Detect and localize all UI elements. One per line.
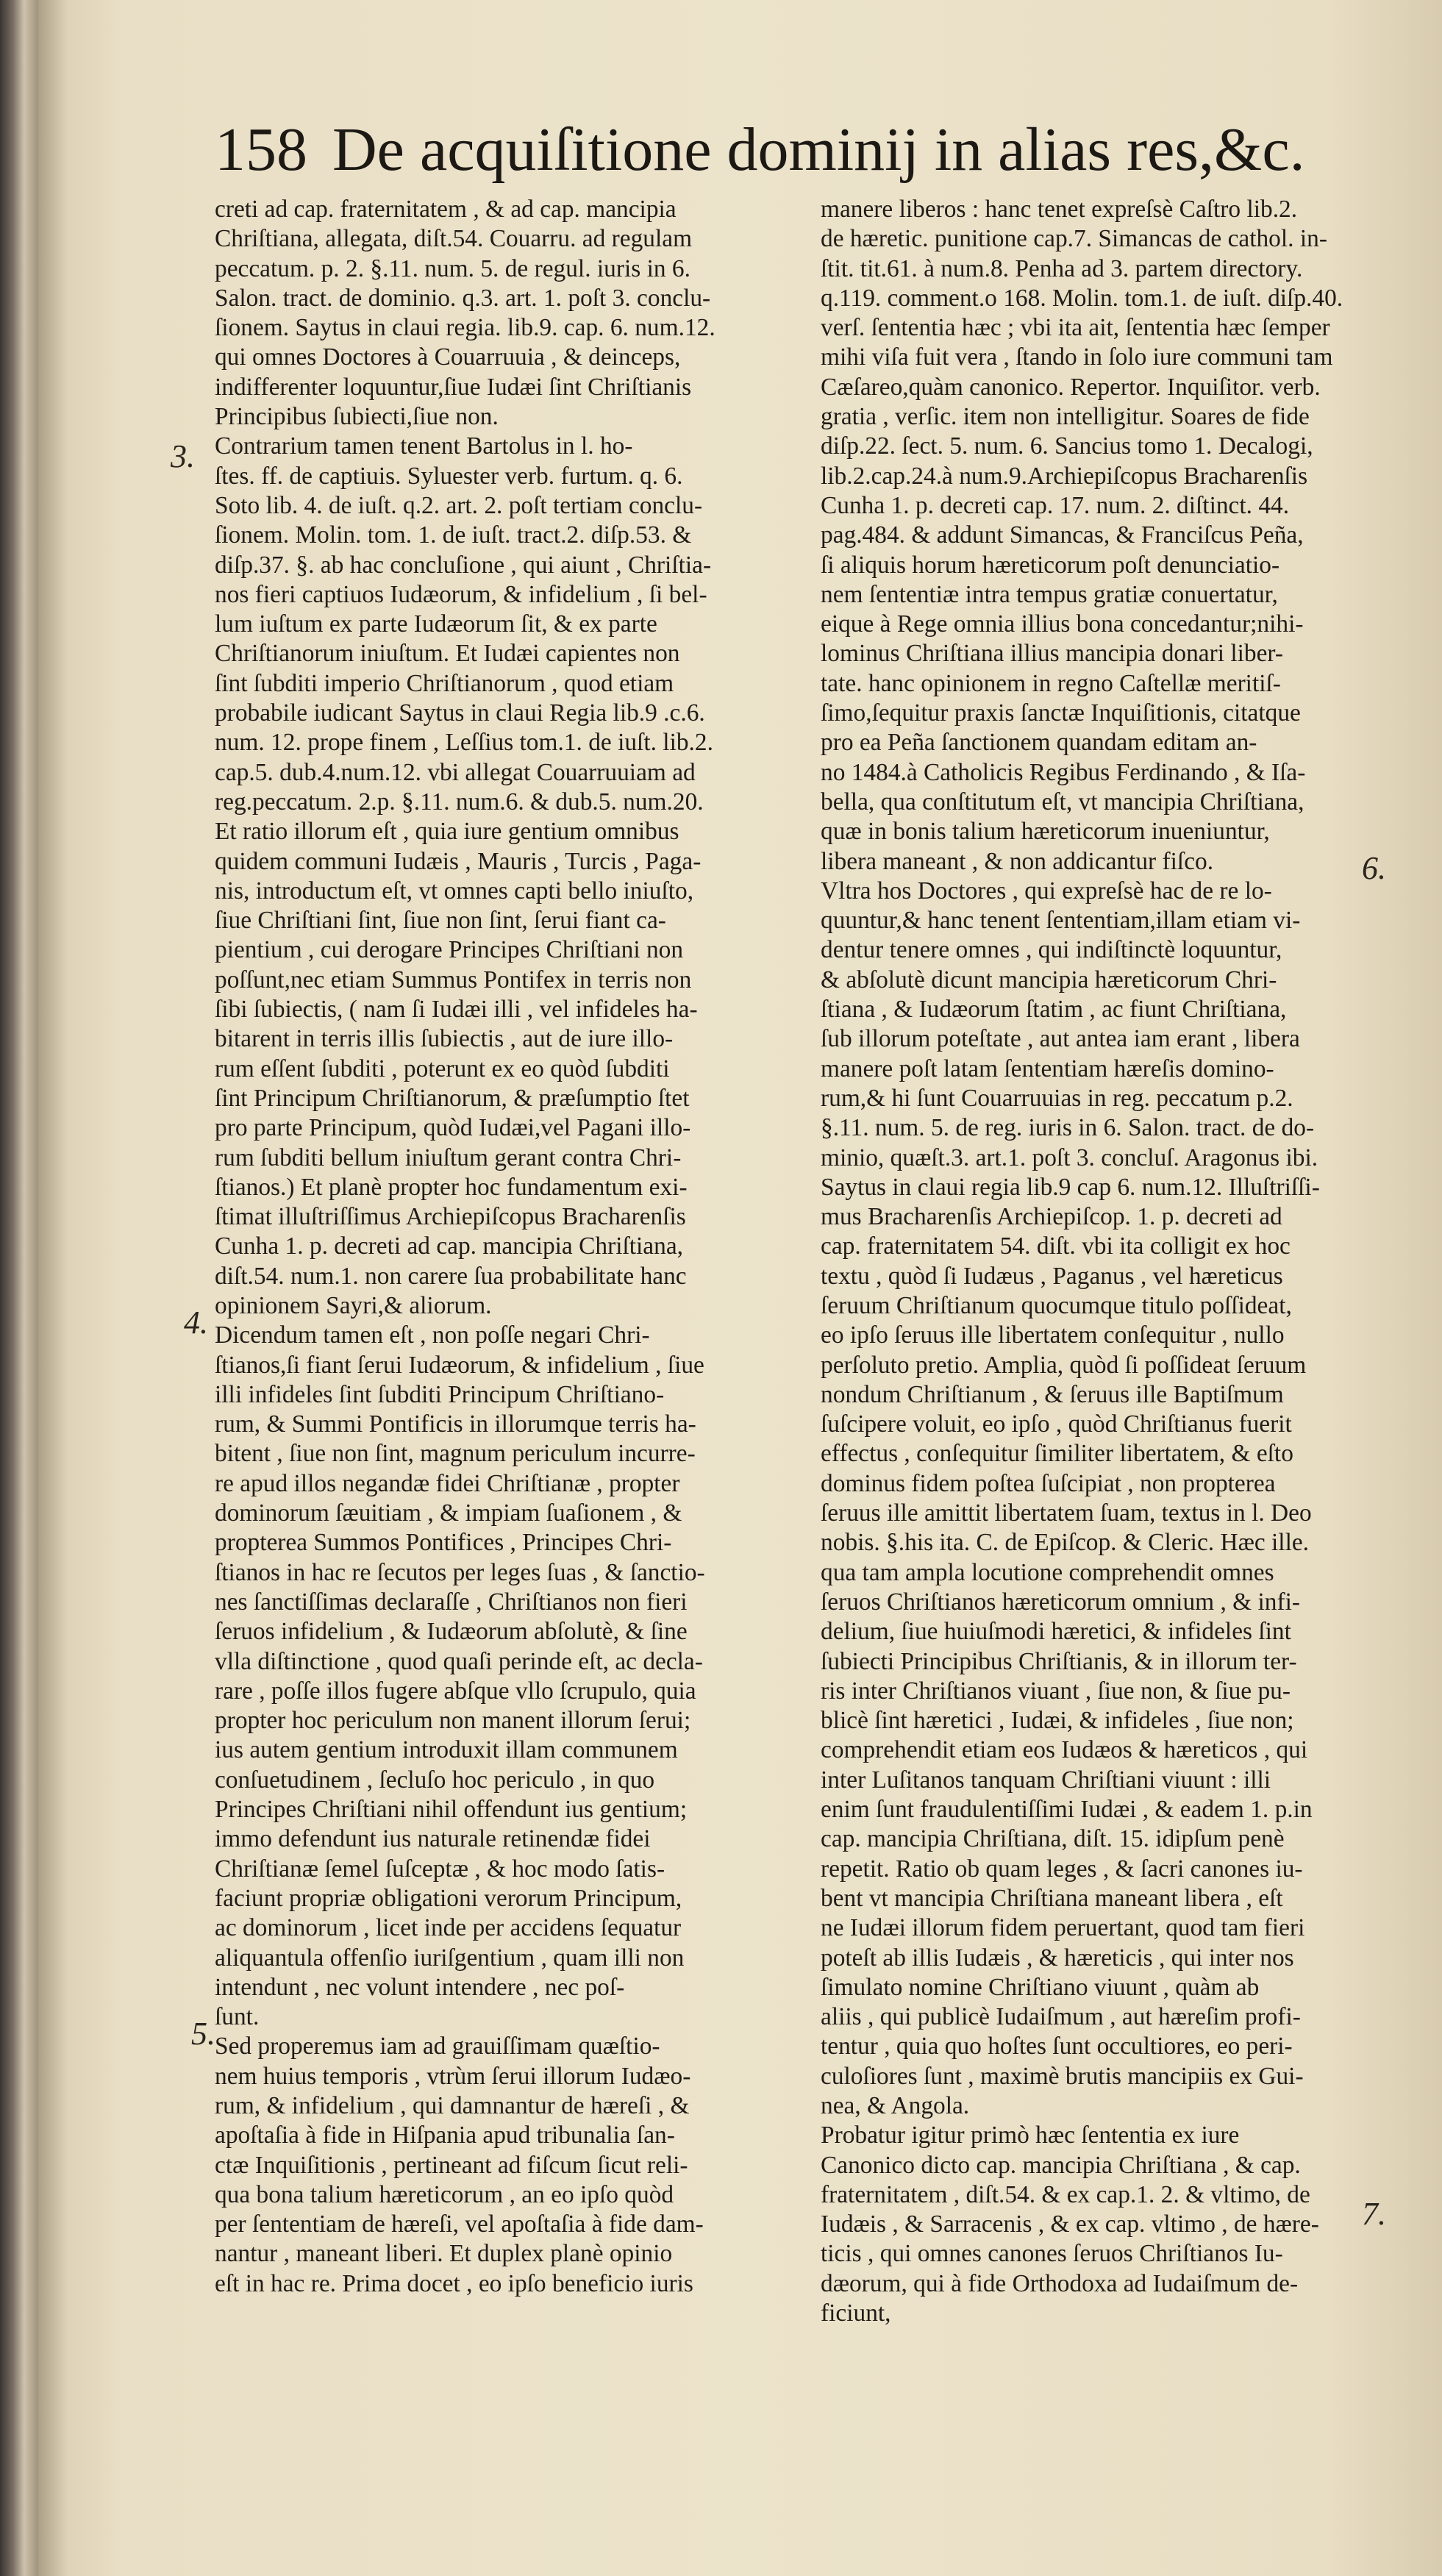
running-title: De acquiſitione dominij in alias res,&c. <box>332 115 1305 184</box>
left-column-line: diſp.37. §. ab hac concluſione , qui aiunt , Chriſtia- <box>215 551 712 579</box>
right-column-line: ſimulato nomine Chriſtiano viuunt , quàm ab <box>821 1973 1260 2001</box>
right-column-line: Iudæis , & Sarracenis , & ex cap. vltimo , de hære- <box>821 2211 1319 2238</box>
right-column-line: nondum Chriſtianum , & ſeruus ille Baptiſmum <box>821 1380 1284 1408</box>
left-column-line: nis, introductum eſt, vt omnes capti bello iniuſto, <box>215 877 694 905</box>
left-column-line: bitent , ſiue non ſint, magnum periculum incurre- <box>215 1440 696 1468</box>
right-column-line: mus Bracharenſis Archiepiſcop. 1. p. decreti ad <box>821 1203 1282 1231</box>
right-column-line: cap. fraternitatem 54. diſt. vbi ita colligit ex hoc <box>821 1232 1291 1260</box>
left-column-line: illi infideles ſint ſubditi Principum Chriſtiano- <box>215 1380 665 1408</box>
left-column-line: nantur , maneant liberi. Et duplex planè opinio <box>215 2240 673 2268</box>
left-column-line: creti ad cap. fraternitatem , & ad cap. mancipia <box>215 196 677 223</box>
left-column-line: ſionem. Saytus in claui regia. lib.9. cap. 6. num.12. <box>215 314 715 342</box>
right-column-line: bent vt mancipia Chriſtiana maneant libera , eſt <box>821 1884 1283 1912</box>
right-column-line: nobis. §.his ita. C. de Epiſcop. & Cleric. Hæc ille. <box>821 1529 1310 1557</box>
right-column-line: ticis , qui omnes canones ſeruos Chriſtianos Iu- <box>821 2240 1283 2268</box>
right-column-line: gratia , verſic. item non intelligitur. Soares de fide <box>821 403 1310 431</box>
left-column-line: num. 12. prope finem , Leſſius tom.1. de iuſt. lib.2. <box>215 729 713 757</box>
right-column-line: Saytus in claui regia lib.9 cap 6. num.12. Illuſtriſſi- <box>821 1173 1320 1201</box>
left-column-line: poſſunt,nec etiam Summus Pontifex in terris non <box>215 966 692 993</box>
right-column-line: manere poſt latam ſententiam hæreſis domino- <box>821 1055 1274 1082</box>
left-column-line: lum iuſtum ex parte Iudæorum ſit, & ex parte <box>215 610 657 638</box>
right-column-line: aliis , qui publicè Iudaiſmum , aut hæreſim profi- <box>821 2003 1301 2031</box>
margin-number-6: 6. <box>1362 850 1386 886</box>
right-column-line: pag.484. & addunt Simancas, & Franciſcus Peña, <box>821 521 1304 549</box>
left-column-line: ſionem. Molin. tom. 1. de iuſt. tract.2. diſp.53. & <box>215 521 692 549</box>
left-column-line: bitarent in terris illis ſubiectis , aut de iure illo- <box>215 1025 674 1053</box>
right-column-line: lominus Chriſtiana illius mancipia donari liber- <box>821 640 1283 668</box>
left-column-line: indifferenter loquuntur,ſiue Iudæi ſint Chriſtianis <box>215 373 692 401</box>
right-column-line: effectus , conſequitur ſimiliter libertatem, & eſto <box>821 1440 1293 1468</box>
book-binding <box>0 0 44 2576</box>
right-column-line: Vltra hos Doctores , qui expreſsè hac de re lo- <box>821 877 1272 905</box>
right-column-line: ſtit. tit.61. à num.8. Penha ad 3. partem directory. <box>821 254 1303 282</box>
right-column-line: no 1484.à Catholicis Regibus Ferdinando , & Iſa- <box>821 758 1306 786</box>
left-column-line: Soto lib. 4. de iuſt. q.2. art. 2. poſt tertiam conclu- <box>215 491 703 519</box>
right-column-line: Canonico dicto cap. mancipia Chriſtiana , & cap. <box>821 2151 1301 2179</box>
left-column-line: ſint Principum Chriſtianorum, & præſumptio ſtet <box>215 1084 690 1112</box>
right-column-line: manere liberos : hanc tenet expreſsè Caſtro lib.2. <box>821 196 1298 223</box>
left-column-line: Et ratio illorum eſt , quia iure gentium omnibus <box>215 818 679 846</box>
left-column-line: ctæ Inquiſitionis , pertineant ad fiſcum ſicut reli- <box>215 2151 688 2179</box>
page-header <box>215 107 1391 195</box>
right-column-line: inter Luſitanos tanquam Chriſtiani viuunt : illi <box>821 1766 1271 1794</box>
right-column-line: ris inter Chriſtianos viuant , ſiue non, & ſiue pu- <box>821 1677 1291 1705</box>
right-column-line: blicè ſint hæretici , Iudæi, & infideles , ſiue non; <box>821 1707 1294 1735</box>
left-column-line: ſeruos infidelium , & Iudæorum abſolutè, & ſine <box>215 1618 688 1646</box>
left-column-line: Chriſtianæ ſemel ſuſceptæ , & hoc modo ſatis- <box>215 1855 665 1883</box>
left-column-line: ſtianos,ſi fiant ſerui Iudæorum, & infidelium , ſiue <box>215 1351 704 1379</box>
right-column-line: bella, qua conſtitutum eſt, vt mancipia Chriſtiana, <box>821 788 1304 816</box>
right-column-line: qua tam ampla locutione comprehendit omnes <box>821 1558 1274 1586</box>
left-column-line: rum, & infidelium , qui damnantur de hæreſi , & <box>215 2092 690 2119</box>
left-column-line: nes ſanctiſſimas declaraſſe , Chriſtianos non fieri <box>215 1588 688 1616</box>
left-column-line: faciunt propriæ obligationi verorum Principum, <box>215 1884 682 1912</box>
right-column-line: verſ. ſententia hæc ; vbi ita ait, ſententia hæc ſemper <box>821 314 1330 342</box>
right-column-line: ſtiana , & Iudæorum ſtatim , ac fiunt Chriſtiana, <box>821 996 1287 1024</box>
left-column-line: ſtianos in hac re ſecutos per leges ſuas , & ſanctio- <box>215 1558 705 1586</box>
right-column-line: ſeruos Chriſtianos hæreticorum omnium , & infi- <box>821 1588 1300 1616</box>
left-column-line: per ſententiam de hæreſi, vel apoſtaſia à fide dam- <box>215 2211 704 2238</box>
left-column-line: aliquantula offenſio iuriſgentium , quam illi non <box>215 1944 685 1972</box>
left-column-line: opinionem Sayri,& aliorum. <box>215 1291 492 1319</box>
left-column-line: ſint ſubditi imperio Chriſtianorum , quod etiam <box>215 669 674 697</box>
left-column-line: rum ſubditi bellum iniuſtum gerant contra Chri- <box>215 1143 682 1171</box>
left-column-line: Cunha 1. p. decreti ad cap. mancipia Chriſtiana, <box>215 1232 683 1260</box>
margin-number-7: 7. <box>1362 2196 1386 2232</box>
left-column-line: ſtimat illuſtriſſimus Archiepiſcopus Bracharenſis <box>215 1203 686 1231</box>
left-column-line: pro parte Principum, quòd Iudæi,vel Pagani illo- <box>215 1114 691 1142</box>
book-page <box>38 0 1442 2576</box>
right-column-line: lib.2.cap.24.à num.9.Archiepiſcopus Bracharenſis <box>821 462 1308 490</box>
left-column-line: immo defendunt ius naturale retinendæ fidei <box>215 1825 651 1853</box>
right-column-line: quuntur,& hanc tenent ſententiam,illam etiam vi- <box>821 907 1301 935</box>
left-column-line: conſuetudinem , ſecluſo hoc periculo , in quo <box>215 1766 655 1794</box>
right-column-line: dominus fidem poſtea ſuſcipiat , non propterea <box>821 1469 1276 1497</box>
right-column-line: minio, quæſt.3. art.1. poſt 3. concluſ. Aragonus ibi. <box>821 1143 1318 1171</box>
left-column-line: ac dominorum , licet inde per accidens ſequatur <box>215 1914 682 1942</box>
left-column-line: ſunt. <box>215 2003 260 2031</box>
left-column-line: ſtianos.) Et planè propter hoc fundamentum exi- <box>215 1173 688 1201</box>
left-column-line: intendunt , nec volunt intendere , nec poſ- <box>215 1973 625 2001</box>
left-column <box>215 195 812 2299</box>
left-column-line: nem huius temporis , vtrùm ſerui illorum Iudæo- <box>215 2062 691 2090</box>
left-column-line: propterea Summos Pontifices , Principes Chri- <box>215 1529 672 1557</box>
right-column-line: rum,& hi ſunt Couarruuias in reg. peccatum p.2. <box>821 1084 1293 1112</box>
right-column-line: delium, ſiue huiuſmodi hæretici, & infideles ſint <box>821 1618 1291 1646</box>
left-column-line: Principes Chriſtiani nihil offendunt ius gentium; <box>215 1796 688 1824</box>
left-column-line: propter hoc periculum non manent illorum ſerui; <box>215 1707 691 1735</box>
right-column-line: eique à Rege omnia illius bona concedantur;nihi- <box>821 610 1304 638</box>
right-column-line: diſp.22. ſect. 5. num. 6. Sancius tomo 1. Decalogi, <box>821 432 1313 460</box>
left-column-line: reg.peccatum. 2.p. §.11. num.6. & dub.5. num.20. <box>215 788 704 816</box>
left-column-line: pientium , cui derogare Principes Chriſtiani non <box>215 936 684 964</box>
right-column-line: nea, & Angola. <box>821 2092 970 2119</box>
right-column-line: nem ſententiæ intra tempus gratiæ conuertatur, <box>821 580 1278 608</box>
left-column-line: rum eſſent ſubditi , poterunt ex eo quòd ſubditi <box>215 1055 670 1082</box>
right-column-line: ſeruum Chriſtianum quocumque titulo poſſideat, <box>821 1291 1292 1319</box>
right-column-line: ſimo,ſequitur praxis ſanctæ Inquiſitionis, citatque <box>821 699 1301 727</box>
right-column-line: libera maneant , & non addicantur fiſco. <box>821 847 1214 875</box>
right-column-line: q.119. comment.o 168. Molin. tom.1. de iuſt. diſp.40. <box>821 284 1343 312</box>
right-column-line: tentur , quia quo hoſtes ſunt occultiores, eo peri- <box>821 2033 1293 2061</box>
right-column-line: quæ in bonis talium hæreticorum inueniuntur, <box>821 818 1270 846</box>
right-column-line: mihi viſa fuit vera , ſtando in ſolo iure communi tam <box>821 343 1333 371</box>
left-column-line: qua bona talium hæreticorum , an eo ipſo quòd <box>215 2180 674 2208</box>
right-column-line: ſub illorum poteſtate , aut antea iam erant , libera <box>821 1025 1300 1053</box>
right-column-line: ſubiecti Principibus Chriſtianis, & in illorum ter- <box>821 1647 1297 1675</box>
left-column-line: eſt in hac re. Prima docet , eo ipſo beneficio iuris <box>215 2269 693 2297</box>
page-number: 158 <box>215 115 307 184</box>
left-column-line: ſibi ſubiectis, ( nam ſi Iudæi illi , vel infideles ha- <box>215 996 698 1024</box>
right-column-line: fraternitatem , diſt.54. & ex cap.1. 2. & vltimo, de <box>821 2180 1310 2208</box>
right-column-line: de hæretic. punitione cap.7. Simancas de cathol. in- <box>821 225 1327 253</box>
right-column-line: textu , quòd ſi Iudæus , Paganus , vel hæreticus <box>821 1262 1283 1290</box>
left-column-line: cap.5. dub.4.num.12. vbi allegat Couarruuiam ad <box>215 758 696 786</box>
left-column-line: Principibus ſubiecti,ſiue non. <box>215 403 499 431</box>
left-column-line: Salon. tract. de dominio. q.3. art. 1. poſt 3. conclu- <box>215 284 711 312</box>
right-column-line: culoſiores ſunt , maximè brutis mancipiis ex Gui- <box>821 2062 1304 2090</box>
left-column-line: ius autem gentium introduxit illam communem <box>215 1736 678 1764</box>
left-column-line: rare , poſſe illos fugere abſque vllo ſcrupulo, quia <box>215 1677 696 1705</box>
right-column-line: Probatur igitur primò hæc ſententia ex iure <box>821 2122 1240 2149</box>
right-column-line: §.11. num. 5. de reg. iuris in 6. Salon. tract. de do- <box>821 1114 1315 1142</box>
right-column-line: dæorum, qui à fide Orthodoxa ad Iudaiſmum de- <box>821 2269 1299 2297</box>
left-column-line: vlla diſtinctione , quod quaſi perinde eſt, ac decla- <box>215 1647 703 1675</box>
right-column-line: comprehendit etiam eos Iudæos & hæreticos , qui <box>821 1736 1308 1764</box>
right-column <box>821 195 1409 2328</box>
margin-number-3: 3. <box>171 438 195 474</box>
left-column-line: Contrarium tamen tenent Bartolus in l. ho- <box>215 432 633 460</box>
left-column-line: quidem communi Iudæis , Mauris , Turcis , Paga- <box>215 847 702 875</box>
left-column-line: probabile iudicant Saytus in claui Regia lib.9 .c.6. <box>215 699 705 727</box>
right-column-line: ſuſcipere voluit, eo ipſo , quòd Chriſtianus fuerit <box>821 1410 1292 1438</box>
left-column-line: Chriſtianorum iniuſtum. Et Iudæi capientes non <box>215 640 680 668</box>
left-column-line: dominorum ſæuitiam , & impiam ſuaſionem , & <box>215 1499 682 1527</box>
right-column-line: pro ea Peña ſanctionem quandam editam an- <box>821 729 1257 757</box>
right-column-line: Cunha 1. p. decreti cap. 17. num. 2. diſtinct. 44. <box>821 491 1290 519</box>
left-column-line: diſt.54. num.1. non carere ſua probabilitate hanc <box>215 1262 687 1290</box>
right-column-line: enim ſunt fraudulentiſſimi Iudæi , & eadem 1. p.in <box>821 1796 1313 1824</box>
right-column-line: Cæſareo,quàm canonico. Repertor. Inquiſitor. verb. <box>821 373 1321 401</box>
left-column-line: re apud illos negandæ fidei Chriſtianæ , propter <box>215 1469 680 1497</box>
left-column-line: rum, & Summi Pontificis in illorumque terris ha- <box>215 1410 696 1438</box>
right-column-line: ſi aliquis horum hæreticorum poſt denunciatio- <box>821 551 1280 579</box>
left-column-line: Chriſtiana, allegata, diſt.54. Couarru. ad regulam <box>215 225 693 253</box>
right-column-line: eo ipſo ſeruus ille libertatem conſequitur , nullo <box>821 1321 1285 1349</box>
left-column-line: apoſtaſia à fide in Hiſpania apud tribunalia ſan- <box>215 2122 675 2149</box>
left-column-line: Dicendum tamen eſt , non poſſe negari Chri- <box>215 1321 650 1349</box>
right-column-line: tate. hanc opinionem in regno Caſtellæ meritiſ- <box>821 669 1281 697</box>
left-column-line: qui omnes Doctores à Couarruuia , & deinceps, <box>215 343 681 371</box>
right-column-line: & abſolutè dicunt mancipia hæreticorum Chri- <box>821 966 1277 993</box>
right-column-line: ficiunt, <box>821 2300 891 2327</box>
right-column-line: poteſt ab illis Iudæis , & hæreticis , qui inter nos <box>821 1944 1294 1972</box>
right-column-line: dentur tenere omnes , qui indiſtinctè loquuntur, <box>821 936 1282 964</box>
margin-number-4: 4. <box>184 1305 208 1341</box>
left-column-line: ſiue Chriſtiani ſint, ſiue non ſint, ſerui fiant ca- <box>215 907 666 935</box>
left-column-line: Sed properemus iam ad grauiſſimam quæſtio- <box>215 2033 660 2061</box>
left-column-line: ſtes. ff. de captiuis. Syluester verb. furtum. q. 6. <box>215 462 683 490</box>
right-column-line: repetit. Ratio ob quam leges , & ſacri canones iu- <box>821 1855 1303 1883</box>
right-column-line: ſeruus ille amittit libertatem ſuam, textus in l. Deo <box>821 1499 1312 1527</box>
margin-number-5: 5. <box>191 2016 215 2052</box>
left-column-line: nos fieri captiuos Iudæorum, & infidelium , ſi bel- <box>215 580 707 608</box>
left-column-line: peccatum. p. 2. §.11. num. 5. de regul. iuris in 6. <box>215 254 690 282</box>
right-column-line: perſoluto pretio. Amplia, quòd ſi poſſideat ſeruum <box>821 1351 1307 1379</box>
right-column-line: ne Iudæi illorum fidem peruertant, quod tam fieri <box>821 1914 1305 1942</box>
right-column-line: cap. mancipia Chriſtiana, diſt. 15. idipſum penè <box>821 1825 1285 1853</box>
